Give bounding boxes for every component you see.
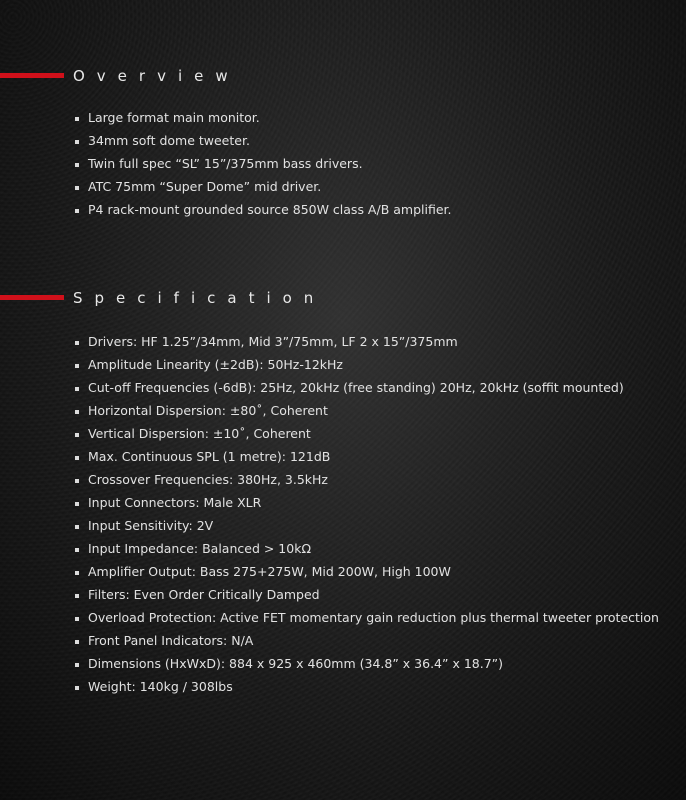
specification-accent-bar bbox=[0, 295, 64, 300]
list-item: Input Impedance: Balanced > 10kΩ bbox=[75, 537, 659, 560]
list-item: Input Connectors: Male XLR bbox=[75, 491, 659, 514]
list-item: Twin full spec “SL” 15”/375mm bass drivers. bbox=[75, 152, 452, 175]
list-item: Dimensions (HxWxD): 884 x 925 x 460mm (34.8” x 36.4” x 18.7”) bbox=[75, 652, 659, 675]
list-item: Cut-off Frequencies (-6dB): 25Hz, 20kHz (free standing) 20Hz, 20kHz (soffit mounted) bbox=[75, 376, 659, 399]
list-item: Amplifier Output: Bass 275+275W, Mid 200W, High 100W bbox=[75, 560, 659, 583]
list-item: 34mm soft dome tweeter. bbox=[75, 129, 452, 152]
list-item: Amplitude Linearity (±2dB): 50Hz-12kHz bbox=[75, 353, 659, 376]
list-item: Crossover Frequencies: 380Hz, 3.5kHz bbox=[75, 468, 659, 491]
list-item: Overload Protection: Active FET momentary gain reduction plus thermal tweeter protection bbox=[75, 606, 659, 629]
list-item: Vertical Dispersion: ±10˚, Coherent bbox=[75, 422, 659, 445]
list-item: Max. Continuous SPL (1 metre): 121dB bbox=[75, 445, 659, 468]
overview-list bbox=[75, 106, 452, 221]
list-item: Input Sensitivity: 2V bbox=[75, 514, 659, 537]
list-item: Drivers: HF 1.25”/34mm, Mid 3”/75mm, LF 2 x 15”/375mm bbox=[75, 330, 659, 353]
specification-title: Specification bbox=[73, 289, 326, 307]
list-item: Large format main monitor. bbox=[75, 106, 452, 129]
overview-header bbox=[0, 64, 686, 88]
specification-list bbox=[75, 330, 659, 698]
list-item: Weight: 140kg / 308lbs bbox=[75, 675, 659, 698]
list-item: ATC 75mm “Super Dome” mid driver. bbox=[75, 175, 452, 198]
overview-accent-bar bbox=[0, 73, 64, 78]
specification-header bbox=[0, 286, 686, 310]
specification-section bbox=[0, 286, 686, 694]
list-item: Front Panel Indicators: N/A bbox=[75, 629, 659, 652]
list-item: P4 rack-mount grounded source 850W class A/B amplifier. bbox=[75, 198, 452, 221]
overview-section bbox=[0, 64, 686, 217]
list-item: Filters: Even Order Critically Damped bbox=[75, 583, 659, 606]
overview-title: Overview bbox=[73, 67, 240, 85]
list-item: Horizontal Dispersion: ±80˚, Coherent bbox=[75, 399, 659, 422]
